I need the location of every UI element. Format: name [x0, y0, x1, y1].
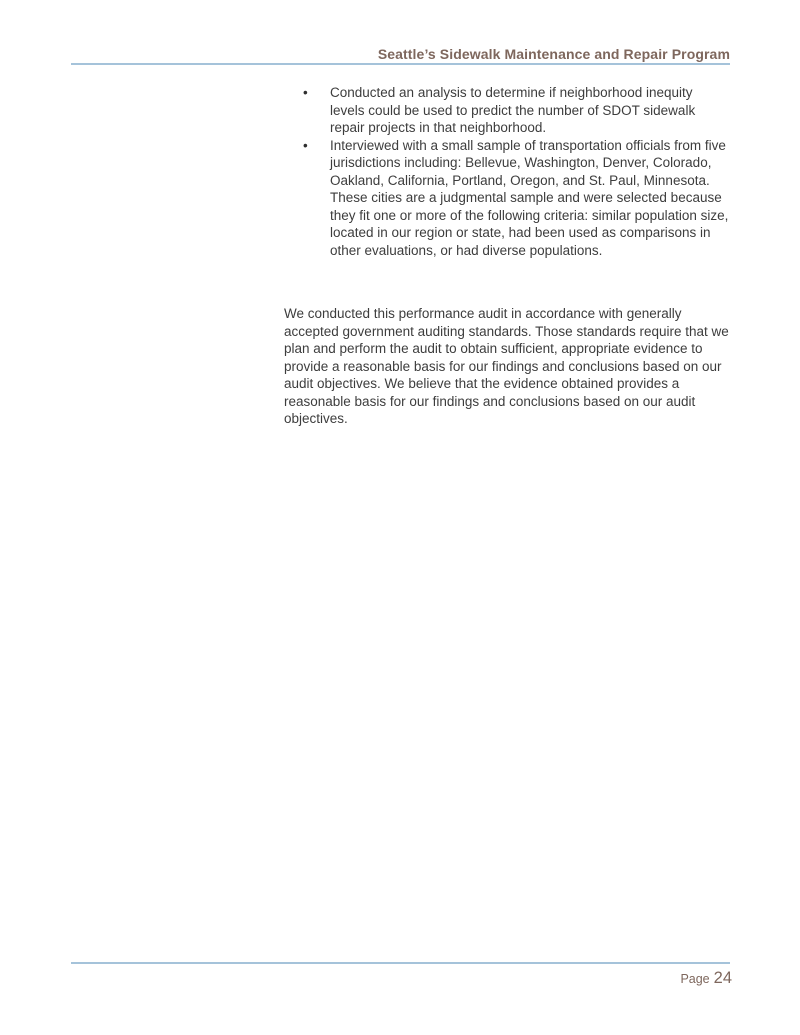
list-item: [303, 84, 735, 137]
bullet-text: Interviewed with a small sample of transportation officials from five jurisdictions including: Bellevue, Washington, Denver, Colorado, Oakland, California, Portland, Oregon, and St. Paul, Minnesota. These cities are a judgmental sample and were selected because they fit one or more of the following criteria: similar population size, located in our region or state, had been used as comparisons in other evaluations, or had diverse populations.: [330, 137, 729, 258]
body-paragraph: We conducted this performance audit in accordance with generally accepted government auditing standards. Those standards require that we plan and perform the audit to obtain sufficient, appropriate evidence to provide a reasonable basis for our findings and conclusions based on our audit objectives. We believe that the evidence obtained provides a reasonable basis for our findings and conclusions based on our audit objectives.: [284, 306, 729, 426]
bullet-list: [303, 84, 735, 259]
running-header-title: Seattle’s Sidewalk Maintenance and Repair Program: [377, 46, 730, 62]
bullet-text: Conducted an analysis to determine if neighborhood inequity levels could be used to predict the number of SDOT sidewalk repair projects in that neighborhood.: [330, 85, 696, 135]
header-rule: [71, 63, 730, 65]
page-number: [680, 969, 732, 988]
footer-rule: [71, 962, 730, 964]
page-number-label: Page: [680, 972, 710, 986]
page-number-value: 24: [713, 969, 732, 987]
bullet-icon: •: [303, 137, 308, 153]
list-item: [303, 137, 735, 260]
bullet-icon: •: [303, 85, 308, 100]
